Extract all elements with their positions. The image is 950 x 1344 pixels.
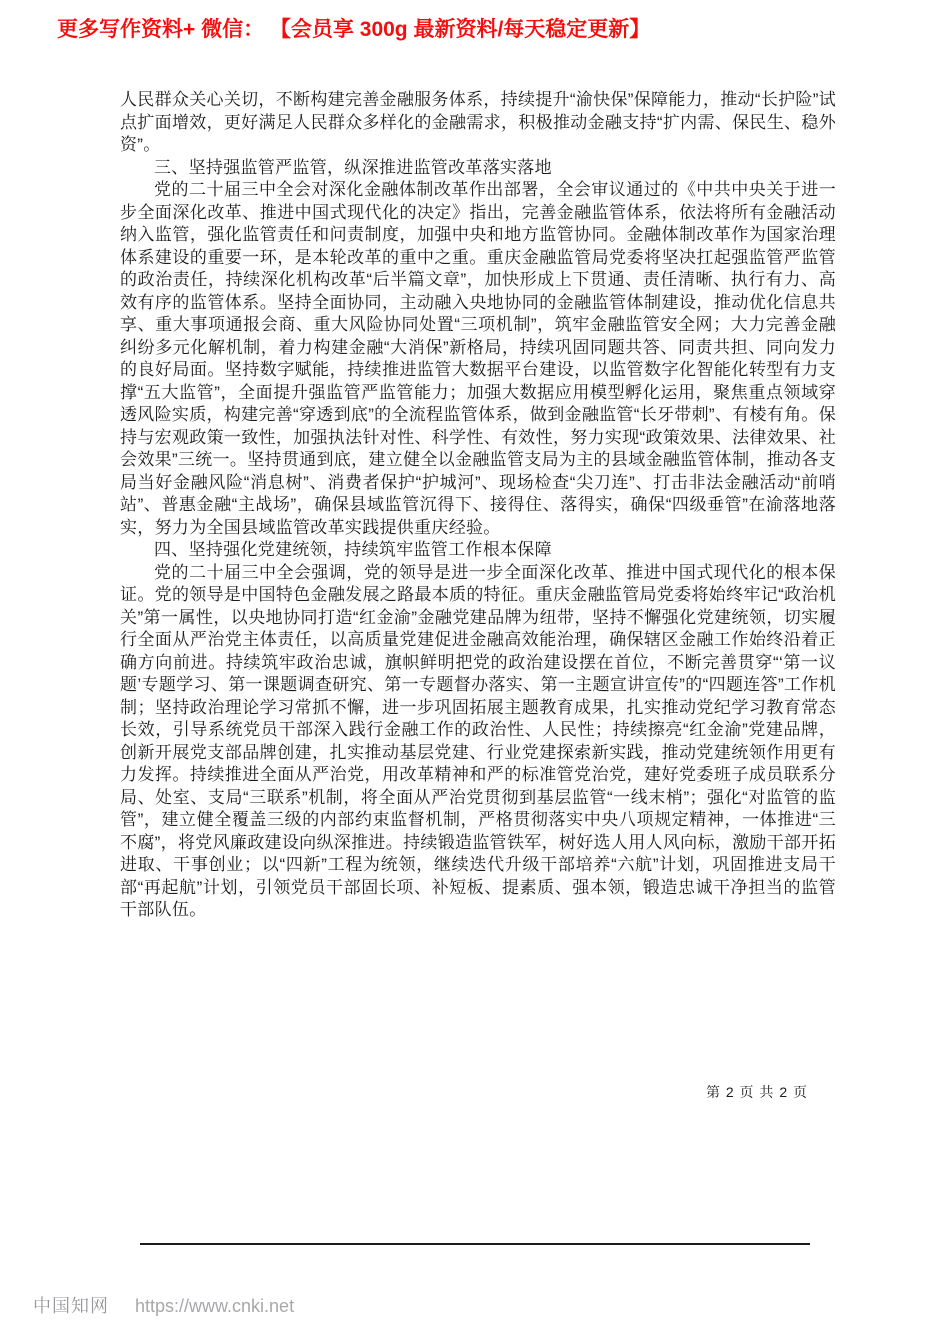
document-body [120,89,836,922]
promo-banner-text: 更多写作资料+ 微信： 【会员享 300g 最新资料/每天稳定更新】 [57,18,651,41]
cnki-logo-text: 中国知网 [33,1296,109,1316]
page-divider-line [140,1243,810,1245]
cnki-site-url: https://www.cnki.net [135,1296,295,1316]
cnki-watermark [33,1292,294,1318]
section-heading: 四、坚持强化党建统领，持续筑牢监管工作根本保障 [154,540,552,559]
paragraph: 人民群众关心关切，不断构建完善金融服务体系，持续提升“渝快保”保障能力，推动“长护险”试点扩面增效，更好满足人民群众多样化的金融需求，积极推动金融支持“扩内需、保民生、稳外资”。 [120,90,836,154]
page-number: 第 2 页 共 2 页 [705,1084,808,1100]
paragraph: 党的二十届三中全会强调，党的领导是进一步全面深化改革、推进中国式现代化的根本保证。党的领导是中国特色金融发展之路最本质的特征。重庆金融监管局党委将始终牢记“政治机关”第一属性，以央地协同打造“红金渝”金融党建品牌为纽带，坚持不懈强化党建统领，切实履行全面从严治党主体责任，以高质量党建促进金融高效能治理，确保辖区金融工作始终沿着正确方向前进。持续筑牢政治忠诚，旗帜鲜明把党的政治建设摆在首位，不断完善贯穿“‘第一议题’专题学习、第一课题调查研究、第一专题督办落实、第一主题宣讲宣传”的“四题连答”工作机制；坚持政治理论学习常抓不懈，进一步巩固拓展主题教育成果，扎实推动党纪学习教育常态长效，引导系统党员干部深入践行金融工作的政治性、人民性；持续擦亮“红金渝”党建品牌，创新开展党支部品牌创建，扎实推动基层党建、行业党建探索新实践，推动党建统领作用更有力发挥。持续推进全面从严治党，用改革精神和严的标准管党治党，建好党委班子成员联系分局、处室、支局“三联系”机制，将全面从严治党贯彻到基层监管“一线末梢”；强化“对监管的监管”，建立健全覆盖三级的内部约束监督机制，严格贯彻落实中央八项规定精神，一体推进“三不腐”，将党风廉政建设向纵深推进。持续锻造监管铁军，树好选人用人风向标，激励干部开拓进取、干事创业；以“四新”工程为统领，继续迭代升级干部培养“六航”计划，巩固推进支局干部“再起航”计划，引领党员干部固长项、补短板、提素质、强本领，锻造忠诚干净担当的监管干部队伍。 [120,562,836,919]
paragraph: 党的二十届三中全会对深化金融体制改革作出部署，全会审议通过的《中共中央关于进一步全面深化改革、推进中国式现代化的决定》指出，完善金融监管体系，依法将所有金融活动纳入监管，强化监管责任和问责制度，加强中央和地方监管协同。金融体制改革作为国家治理体系建设的重要一环，是本轮改革的重中之重。重庆金融监管局党委将坚决扛起强监管严监管的政治责任，持续深化机构改革“后半篇文章”，加快形成上下贯通、责任清晰、执行有力、高效有序的监管体系。坚持全面协同，主动融入央地协同的金融监管体制建设，推动优化信息共享、重大事项通报会商、重大风险协同处置“三项机制”，筑牢金融监管安全网；大力完善金融纠纷多元化解机制，着力构建金融“大消保”新格局，持续巩固同题共答、同责共担、同向发力的良好局面。坚持数字赋能，持续推进监管大数据平台建设，以监管数字化智能化转型有力支撑“五大监管”，全面提升强监管严监管能力；加强大数据应用模型孵化运用，聚焦重点领域穿透风险实质，构建完善“穿透到底”的全流程监管体系，做到金融监管“长牙带刺”、有棱有角。保持与宏观政策一致性，加强执法针对性、科学性、有效性，努力实现“政策效果、法律效果、社会效果”三统一。坚持贯通到底，建立健全以金融监管支局为主的县域金融监管体制，推动各支局当好金融风险“消息树”、消费者保护“护城河”、现场检查“尖刀连”、打击非法金融活动“前哨站”、普惠金融“主战场”，确保县域监管沉得下、接得住、落得实，确保“四级垂管”在渝落地落实，努力为全国县域监管改革实践提供重庆经验。 [120,180,836,537]
section-heading: 三、坚持强监管严监管，纵深推进监管改革落实落地 [154,157,552,177]
